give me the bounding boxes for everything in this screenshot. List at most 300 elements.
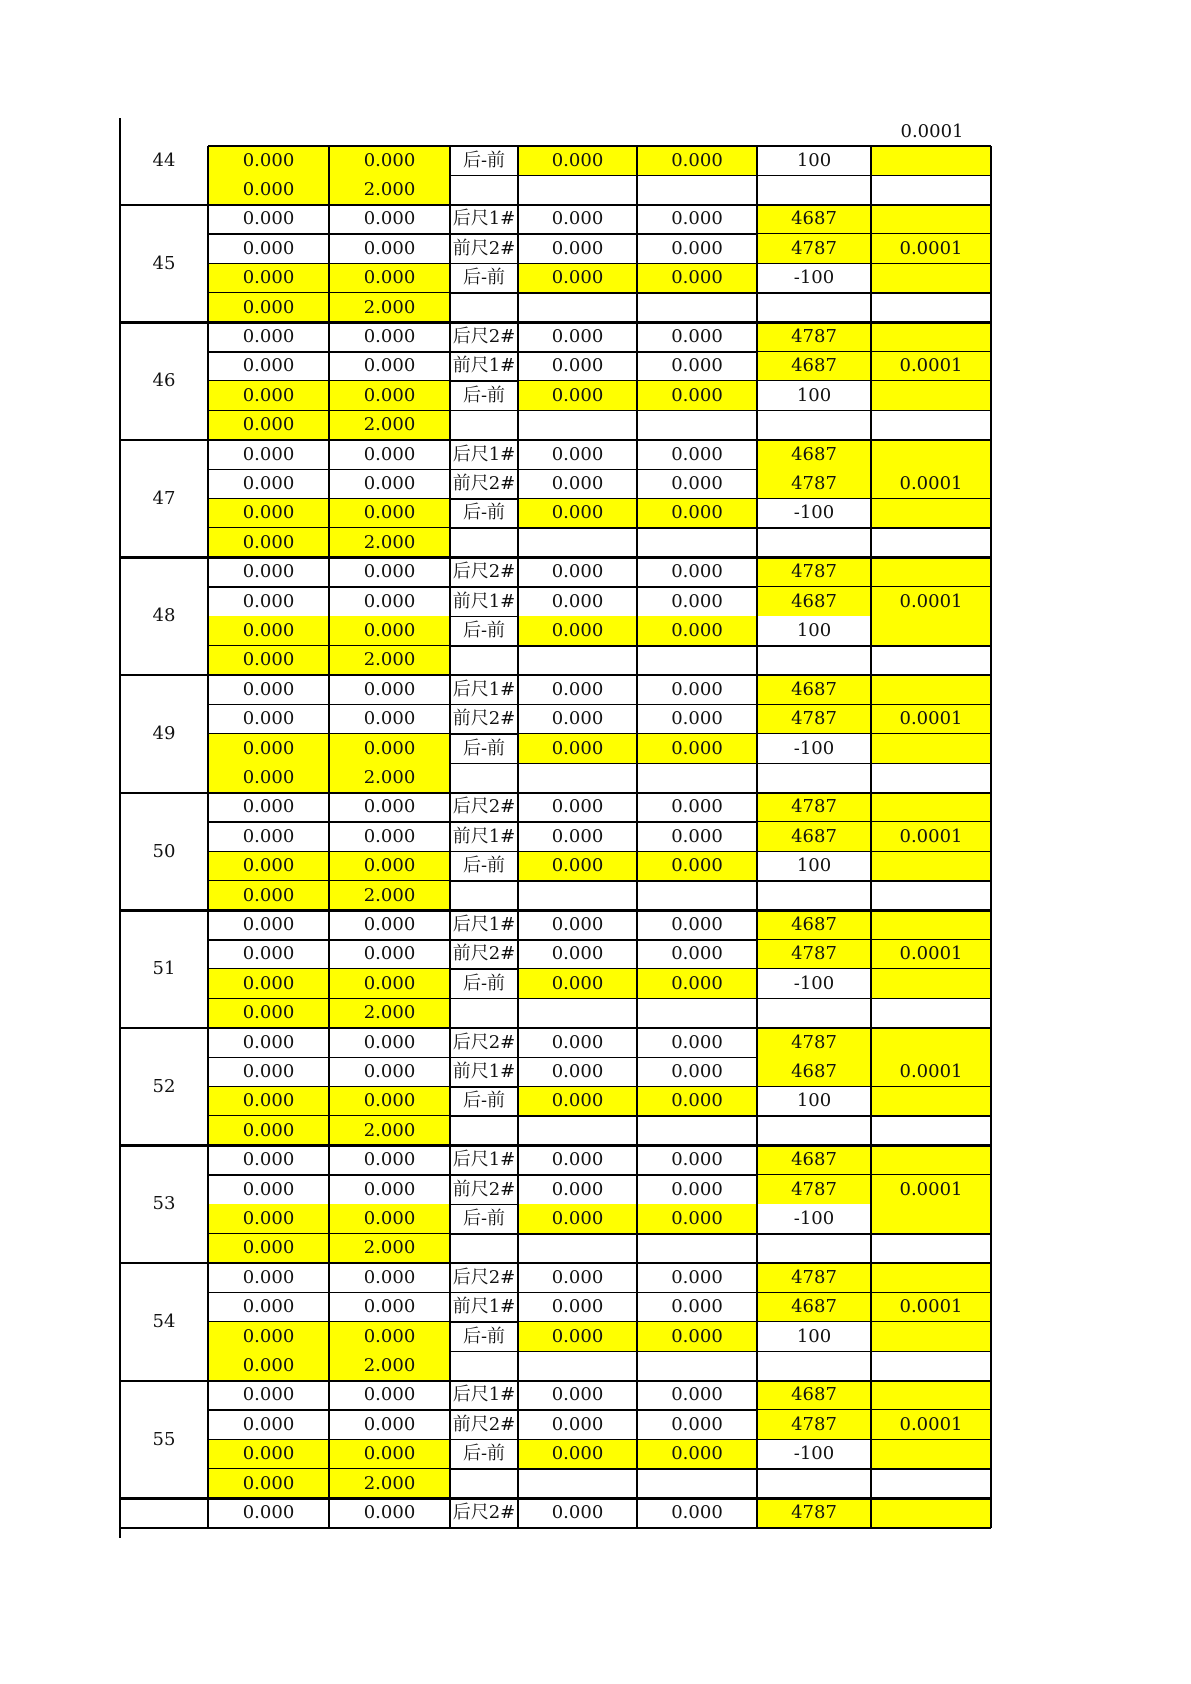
front-reading: 0.000: [363, 1502, 416, 1524]
grid-line-h: [208, 145, 991, 147]
back-reading: 0.000: [242, 326, 295, 348]
height-a: 0.000: [518, 1322, 637, 1351]
constant-diff: 4787: [757, 793, 871, 822]
front-reading: 0.000: [363, 1384, 416, 1406]
grid-line-h: [871, 880, 991, 882]
constant-diff: 4787: [757, 469, 871, 498]
front-reading: 0.000: [363, 1413, 416, 1435]
height-b: 0.000: [671, 443, 723, 465]
height-a: [518, 175, 637, 204]
height-b: 0.000: [671, 825, 723, 847]
front-reading: 0.000: [329, 1087, 450, 1116]
diff-block-bg: [871, 1498, 991, 1527]
constant-diff: [757, 646, 871, 675]
back-reading: 0.000: [242, 1266, 295, 1288]
constant-diff: [757, 763, 871, 792]
back-reading: 0.000: [242, 443, 295, 465]
back-reading: 0.000: [242, 1178, 295, 1200]
constant-diff: 100: [757, 616, 871, 645]
constant-diff: 4787: [757, 1498, 871, 1527]
front-reading: 0.000: [363, 678, 416, 700]
staff-label: [450, 411, 518, 440]
grid-line-h: [871, 410, 991, 412]
height-a: [518, 763, 637, 792]
height-a: 0.000: [551, 708, 604, 730]
grid-line-h: [120, 1497, 991, 1500]
front-reading: 2.000: [329, 293, 450, 322]
constant-diff: 4787: [757, 1410, 871, 1439]
height-b: 0.000: [671, 355, 723, 377]
front-reading: 0.000: [363, 1061, 416, 1083]
height-a: [518, 528, 637, 557]
front-reading: 2.000: [329, 881, 450, 910]
back-reading: 0.000: [242, 1384, 295, 1406]
height-a: 0.000: [518, 969, 637, 998]
grid-line-h: [120, 1027, 991, 1030]
height-b: [637, 175, 757, 204]
staff-label: 后-前: [462, 1090, 506, 1112]
grid-line-h: [120, 1144, 991, 1147]
height-b: [637, 1469, 757, 1498]
grid-line-h: [120, 1380, 991, 1383]
height-a: 0.000: [551, 473, 604, 495]
constant-diff: 4687: [757, 822, 871, 851]
station-number: [120, 1498, 208, 1527]
constant-diff: 100: [757, 381, 871, 410]
constant-diff: -100: [757, 1440, 871, 1469]
staff-label: 前尺2#: [452, 708, 516, 730]
height-a: 0.000: [551, 1413, 604, 1435]
grid-line-h: [120, 909, 991, 912]
grid-line-v: [328, 146, 330, 1528]
grid-line-h: [871, 527, 991, 529]
front-reading: 0.000: [363, 1266, 416, 1288]
constant-diff: 4787: [757, 1175, 871, 1204]
front-reading: 2.000: [329, 1469, 450, 1498]
front-reading: 2.000: [329, 763, 450, 792]
front-reading: 0.000: [363, 825, 416, 847]
grid-line-h: [120, 1527, 991, 1530]
staff-label: 后-前: [462, 737, 506, 759]
constant-diff: 4787: [757, 705, 871, 734]
height-b: 0.000: [637, 969, 757, 998]
staff-label: 后-前: [462, 855, 506, 877]
back-reading: 0.000: [208, 264, 329, 293]
back-reading: 0.000: [208, 969, 329, 998]
diff-block-bg: [871, 146, 991, 175]
height-b: 0.000: [671, 590, 723, 612]
grid-line-h: [871, 763, 991, 765]
height-b: [637, 763, 757, 792]
station-number: 50: [152, 840, 176, 862]
constant-diff: 4787: [757, 1263, 871, 1292]
height-a: 0.000: [551, 1031, 604, 1053]
grid-line-h: [871, 1233, 991, 1235]
diff-value: 0.0001: [899, 708, 963, 730]
station-number: 46: [152, 370, 176, 392]
height-a: 0.000: [551, 825, 604, 847]
grid-line-h: [871, 292, 991, 294]
staff-label: 前尺2#: [452, 943, 516, 965]
grid-line-v: [990, 146, 993, 1528]
grid-line-h: [871, 1468, 991, 1470]
height-b: [637, 528, 757, 557]
staff-label: [450, 1469, 518, 1498]
constant-diff: [757, 999, 871, 1028]
staff-label: 后尺2#: [452, 1266, 516, 1288]
constant-diff: [757, 881, 871, 910]
front-reading: 0.000: [329, 1322, 450, 1351]
diff-value: 0.0001: [899, 1178, 963, 1200]
back-reading: 0.000: [208, 881, 329, 910]
back-reading: 0.000: [242, 561, 295, 583]
height-b: 0.000: [671, 1502, 723, 1524]
grid-line-h: [120, 792, 991, 795]
front-reading: 0.000: [329, 969, 450, 998]
staff-label: 后-前: [462, 267, 506, 289]
staff-label: 前尺1#: [452, 1061, 516, 1083]
height-a: 0.000: [551, 1296, 604, 1318]
constant-diff: 4687: [757, 1381, 871, 1410]
constant-diff: [757, 1116, 871, 1145]
staff-label: 后尺2#: [452, 1031, 516, 1053]
height-b: 0.000: [671, 473, 723, 495]
staff-label: 前尺1#: [452, 825, 516, 847]
grid-line-h: [120, 321, 991, 324]
height-b: 0.000: [637, 264, 757, 293]
back-reading: 0.000: [242, 796, 295, 818]
staff-label: 前尺1#: [452, 590, 516, 612]
constant-diff: 4687: [757, 1293, 871, 1322]
constant-diff: 4787: [757, 1028, 871, 1057]
back-reading: 0.000: [242, 208, 295, 230]
constant-diff: 100: [757, 852, 871, 881]
back-reading: 0.000: [208, 1322, 329, 1351]
height-a: [518, 411, 637, 440]
height-b: 0.000: [637, 734, 757, 763]
back-reading: 0.000: [242, 1413, 295, 1435]
height-b: 0.000: [671, 796, 723, 818]
height-a: 0.000: [551, 561, 604, 583]
back-reading: 0.000: [242, 708, 295, 730]
back-reading: 0.000: [242, 237, 295, 259]
front-reading: 0.000: [363, 355, 416, 377]
station-number: 48: [152, 605, 176, 627]
height-b: 0.000: [671, 1266, 723, 1288]
front-reading: 0.000: [363, 208, 416, 230]
front-reading: 2.000: [329, 1116, 450, 1145]
front-reading: 0.000: [363, 561, 416, 583]
grid-line-v: [870, 146, 873, 1528]
front-reading: 2.000: [329, 646, 450, 675]
station-number: 54: [152, 1310, 176, 1332]
back-reading: 0.000: [208, 646, 329, 675]
back-reading: 0.000: [208, 616, 329, 645]
staff-label: [450, 1351, 518, 1380]
front-reading: 0.000: [329, 381, 450, 410]
front-reading: 2.000: [329, 411, 450, 440]
height-a: 0.000: [551, 1149, 604, 1171]
back-reading: 0.000: [208, 1469, 329, 1498]
height-a: 0.000: [518, 1204, 637, 1233]
station-number: 55: [152, 1428, 176, 1450]
height-b: [637, 646, 757, 675]
height-b: 0.000: [637, 499, 757, 528]
constant-diff: 4687: [757, 910, 871, 939]
staff-label: [450, 1116, 518, 1145]
back-reading: 0.000: [242, 1149, 295, 1171]
front-reading: 0.000: [363, 914, 416, 936]
height-a: 0.000: [518, 1087, 637, 1116]
back-reading: 0.000: [208, 763, 329, 792]
height-a: [518, 646, 637, 675]
height-a: [518, 881, 637, 910]
staff-label: 后尺2#: [452, 326, 516, 348]
constant-diff: 4687: [757, 205, 871, 234]
height-b: 0.000: [637, 1087, 757, 1116]
height-a: 0.000: [551, 943, 604, 965]
front-reading: 0.000: [329, 499, 450, 528]
staff-label: 后-前: [462, 149, 506, 171]
back-reading: 0.000: [242, 914, 295, 936]
height-a: 0.000: [551, 590, 604, 612]
front-reading: 0.000: [329, 1204, 450, 1233]
diff-value: 0.0001: [899, 1061, 963, 1083]
height-b: 0.000: [671, 326, 723, 348]
height-a: 0.000: [551, 914, 604, 936]
constant-diff: 100: [757, 146, 871, 175]
grid-line-h: [120, 439, 991, 442]
height-a: 0.000: [518, 381, 637, 410]
staff-label: 后-前: [462, 1325, 506, 1347]
back-reading: 0.000: [242, 825, 295, 847]
height-b: 0.000: [671, 1031, 723, 1053]
height-b: [637, 1351, 757, 1380]
back-reading: 0.000: [208, 1116, 329, 1145]
front-reading: 0.000: [363, 590, 416, 612]
back-reading: 0.000: [208, 1234, 329, 1263]
back-reading: 0.000: [208, 528, 329, 557]
station-number: 49: [152, 722, 176, 744]
height-b: [637, 293, 757, 322]
staff-label: 前尺2#: [452, 237, 516, 259]
back-reading: 0.000: [208, 293, 329, 322]
constant-diff: -100: [757, 499, 871, 528]
height-b: 0.000: [671, 1178, 723, 1200]
front-reading: 2.000: [329, 175, 450, 204]
constant-diff: -100: [757, 969, 871, 998]
back-reading: 0.000: [208, 381, 329, 410]
front-reading: 2.000: [329, 999, 450, 1028]
height-b: [637, 411, 757, 440]
height-b: 0.000: [671, 208, 723, 230]
diff-value: 0.0001: [899, 943, 963, 965]
front-reading: 0.000: [329, 146, 450, 175]
height-a: [518, 1351, 637, 1380]
station-number: 44: [152, 150, 176, 172]
staff-label: [450, 528, 518, 557]
constant-diff: [757, 411, 871, 440]
height-a: 0.000: [551, 355, 604, 377]
grid-line-h: [120, 674, 991, 677]
height-a: 0.000: [551, 678, 604, 700]
staff-label: [450, 1234, 518, 1263]
staff-label: 后-前: [462, 1443, 506, 1465]
constant-diff: 4787: [757, 558, 871, 587]
back-reading: 0.000: [208, 852, 329, 881]
constant-diff: 4687: [757, 440, 871, 469]
height-b: 0.000: [671, 561, 723, 583]
back-reading: 0.000: [208, 1204, 329, 1233]
constant-diff: 4687: [757, 675, 871, 704]
grid-line-v: [207, 146, 209, 1528]
height-a: 0.000: [551, 796, 604, 818]
station-number: 45: [152, 252, 176, 274]
staff-label: 后尺2#: [452, 796, 516, 818]
height-b: 0.000: [637, 381, 757, 410]
height-b: 0.000: [637, 616, 757, 645]
station-number: 47: [152, 487, 176, 509]
height-b: 0.000: [637, 1204, 757, 1233]
back-reading: 0.000: [242, 473, 295, 495]
staff-label: [450, 763, 518, 792]
height-a: 0.000: [551, 1384, 604, 1406]
staff-label: 后-前: [462, 384, 506, 406]
height-b: 0.000: [671, 708, 723, 730]
diff-value: 0.0001: [899, 1296, 963, 1318]
height-b: 0.000: [671, 1413, 723, 1435]
staff-label: 后尺2#: [452, 1502, 516, 1524]
staff-label: [450, 646, 518, 675]
grid-line-h: [120, 204, 991, 207]
back-reading: 0.000: [242, 943, 295, 965]
back-reading: 0.000: [242, 355, 295, 377]
height-b: 0.000: [671, 943, 723, 965]
constant-diff: -100: [757, 1204, 871, 1233]
back-reading: 0.000: [208, 999, 329, 1028]
staff-label: 前尺1#: [452, 1296, 516, 1318]
staff-label: [450, 881, 518, 910]
constant-diff: [757, 1234, 871, 1263]
height-b: 0.000: [637, 146, 757, 175]
height-a: [518, 1469, 637, 1498]
height-a: 0.000: [551, 1266, 604, 1288]
height-a: 0.000: [551, 1502, 604, 1524]
staff-label: 前尺2#: [452, 473, 516, 495]
front-reading: 0.000: [363, 796, 416, 818]
back-reading: 0.000: [208, 499, 329, 528]
constant-diff: 4787: [757, 234, 871, 263]
staff-label: 前尺1#: [452, 355, 516, 377]
front-reading: 0.000: [363, 1031, 416, 1053]
grid-line-h: [871, 645, 991, 647]
back-reading: 0.000: [208, 146, 329, 175]
height-b: 0.000: [671, 1296, 723, 1318]
constant-diff: -100: [757, 734, 871, 763]
diff-value: 0.0001: [899, 237, 963, 259]
staff-label: 后-前: [462, 1208, 506, 1230]
constant-diff: 4687: [757, 1057, 871, 1086]
staff-label: 后尺1#: [452, 914, 516, 936]
front-reading: 2.000: [329, 1234, 450, 1263]
height-b: [637, 1234, 757, 1263]
height-a: 0.000: [551, 443, 604, 465]
height-a: 0.000: [518, 264, 637, 293]
grid-line-v: [517, 146, 520, 1528]
front-reading: 0.000: [329, 1440, 450, 1469]
height-a: 0.000: [518, 734, 637, 763]
staff-label: [450, 175, 518, 204]
diff-value: 0.0001: [899, 1413, 963, 1435]
height-b: 0.000: [671, 1061, 723, 1083]
staff-label: 后尺1#: [452, 443, 516, 465]
back-reading: 0.000: [208, 175, 329, 204]
height-b: 0.000: [671, 1384, 723, 1406]
station-number: 53: [152, 1193, 176, 1215]
staff-label: 后-前: [462, 502, 506, 524]
grid-line-v: [119, 118, 122, 1538]
height-a: [518, 999, 637, 1028]
constant-diff: [757, 293, 871, 322]
grid-line-v: [636, 146, 638, 1528]
front-reading: 0.000: [363, 1296, 416, 1318]
grid-line-h: [871, 1351, 991, 1353]
front-reading: 0.000: [329, 852, 450, 881]
back-reading: 0.000: [242, 1296, 295, 1318]
staff-label: 后-前: [462, 620, 506, 642]
diff-value: 0.0001: [899, 590, 963, 612]
height-b: 0.000: [671, 237, 723, 259]
height-a: 0.000: [551, 1061, 604, 1083]
height-b: [637, 881, 757, 910]
front-reading: 0.000: [363, 943, 416, 965]
height-b: [637, 999, 757, 1028]
height-b: 0.000: [671, 914, 723, 936]
front-reading: 2.000: [329, 1351, 450, 1380]
height-a: 0.000: [551, 326, 604, 348]
back-reading: 0.000: [242, 1031, 295, 1053]
front-reading: 0.000: [329, 734, 450, 763]
staff-label: 后尺2#: [452, 561, 516, 583]
staff-label: 后尺1#: [452, 678, 516, 700]
height-b: 0.000: [671, 678, 723, 700]
grid-line-h: [871, 998, 991, 1000]
height-b: 0.000: [671, 1149, 723, 1171]
height-a: 0.000: [551, 1178, 604, 1200]
height-a: [518, 1116, 637, 1145]
grid-line-v: [756, 146, 759, 1528]
constant-diff: 4687: [757, 1146, 871, 1175]
constant-diff: 4687: [757, 587, 871, 616]
height-a: 0.000: [518, 146, 637, 175]
back-reading: 0.000: [208, 1440, 329, 1469]
constant-diff: [757, 1469, 871, 1498]
diff-value: 0.0001: [899, 825, 963, 847]
grid-line-h: [120, 556, 991, 559]
constant-diff: [757, 175, 871, 204]
front-reading: 0.000: [329, 616, 450, 645]
front-reading: 0.000: [363, 1178, 416, 1200]
height-b: [637, 1116, 757, 1145]
front-reading: 0.000: [363, 443, 416, 465]
staff-label: [450, 999, 518, 1028]
front-reading: 2.000: [329, 528, 450, 557]
constant-diff: 4787: [757, 322, 871, 351]
height-b: 0.000: [637, 1322, 757, 1351]
front-reading: 0.000: [363, 1149, 416, 1171]
constant-diff: -100: [757, 264, 871, 293]
top-diff-value: 0.0001: [900, 121, 964, 142]
